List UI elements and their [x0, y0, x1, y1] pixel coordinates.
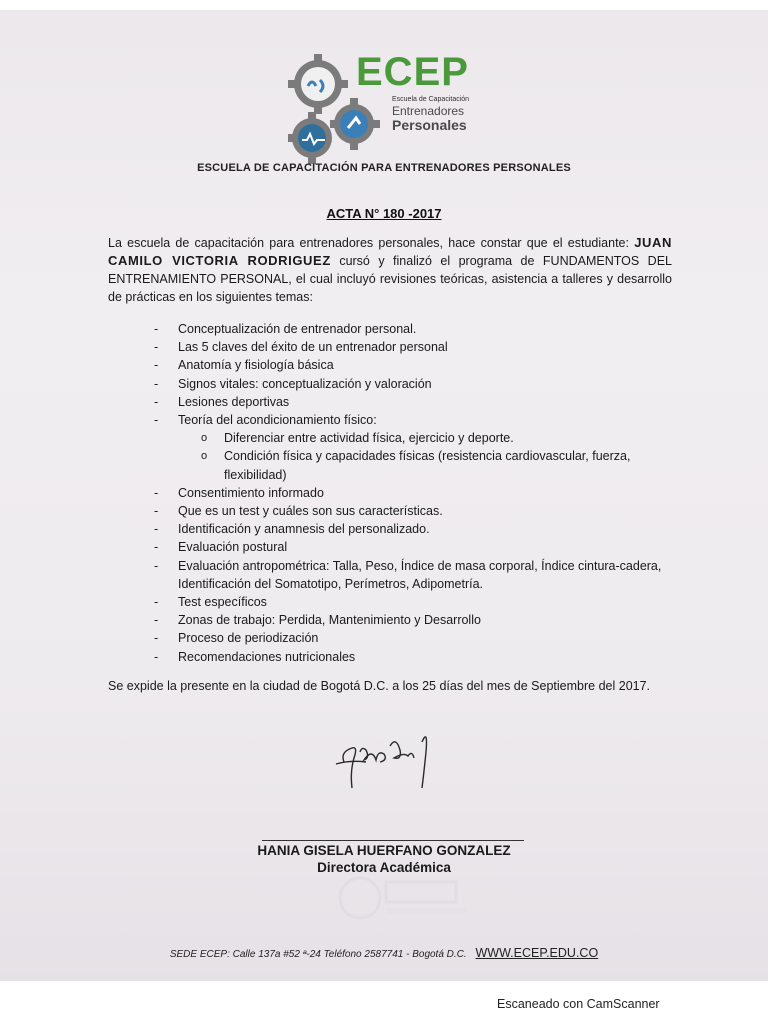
list-item: - Lesiones deportivas: [150, 393, 670, 411]
sub-list-item: o Condición física y capacidades físicas (resistencia cardiovascular, fuerza, flexibilidad): [178, 447, 644, 483]
list-item: - Zonas de trabajo: Perdida, Mantenimiento y Desarrollo: [150, 611, 670, 629]
student-name: JUAN CAMILO VICTORIA RODRIGUEZ: [108, 235, 672, 268]
sub-list-item: o Diferenciar entre actividad física, ejercicio y deporte.: [178, 429, 644, 447]
intro-line: La escuela de capacitación para entrenadores personales, hace constar que el estudiante:: [108, 236, 629, 250]
list-item: - Evaluación postural: [150, 538, 670, 556]
scanner-watermark: Escaneado con CamScanner: [497, 997, 660, 1011]
handwritten-signature: [330, 722, 450, 800]
list-item: - Evaluación antropométrica: Talla, Peso, Índice de masa corporal, Índice cintura-cadera, Identificación del Somatotipo, Perímetros, Adipometría.: [150, 557, 670, 593]
footer-address: SEDE ECEP: Calle 137a #52 ª-24 Teléfono 2587741 - Bogotá D.C.: [169, 949, 467, 960]
list-item: - Consentimiento informado: [150, 484, 670, 502]
document-page: [0, 10, 768, 981]
subtopics-list: [178, 429, 670, 484]
list-item: - Signos vitales: conceptualización y valoración: [150, 375, 670, 393]
list-item: [150, 411, 670, 484]
footer-website-link[interactable]: WWW.ECEP.EDU.CO: [475, 946, 599, 960]
list-item: - Test específicos: [150, 593, 670, 611]
school-name: ESCUELA DE CAPACITACIÓN PARA ENTRENADORES PERSONALES: [197, 162, 571, 174]
topics-list: [150, 320, 670, 666]
list-item: - Proceso de periodización: [150, 629, 670, 647]
embossed-seal-icon: [330, 868, 480, 928]
list-item: - Recomendaciones nutricionales: [150, 648, 670, 666]
list-item: - Identificación y anamnesis del personalizado.: [150, 520, 670, 538]
logo-line-1: Escuela de Capacitación: [392, 96, 470, 103]
logo-acronym: ECEP: [356, 50, 469, 94]
list-item: - Anatomía y fisiología básica: [150, 356, 670, 374]
signature-line: [262, 840, 524, 841]
list-item-label: Teoría del acondicionamiento físico:: [178, 413, 377, 428]
logo-line-2: Entrenadores: [392, 104, 465, 118]
intro-rest: cursó y finalizó el programa de FUNDAMENTOS DEL ENTRENAMIENTO PERSONAL, el cual incluyó revisiones teóricas, asistencia a talleres y desarrollo de prácticas en los siguientes temas:: [108, 254, 672, 304]
intro-paragraph: [108, 234, 672, 306]
acta-title: ACTA N° 180 -2017: [326, 206, 442, 221]
signer-name: HANIA GISELA HUERFANO GONZALEZ: [257, 843, 511, 858]
logo-line-3: Personales: [392, 117, 467, 133]
signer-role: Directora Académica: [317, 860, 451, 875]
list-item: - Conceptualización de entrenador personal.: [150, 320, 670, 338]
list-item: - Las 5 claves del éxito de un entrenador personal: [150, 338, 670, 356]
closing-paragraph: Se expide la presente en la ciudad de Bogotá D.C. a los 25 días del mes de Septiembre del 2017.: [108, 679, 651, 693]
list-item: - Que es un test y cuáles son sus características.: [150, 502, 670, 520]
footer: [0, 946, 768, 960]
